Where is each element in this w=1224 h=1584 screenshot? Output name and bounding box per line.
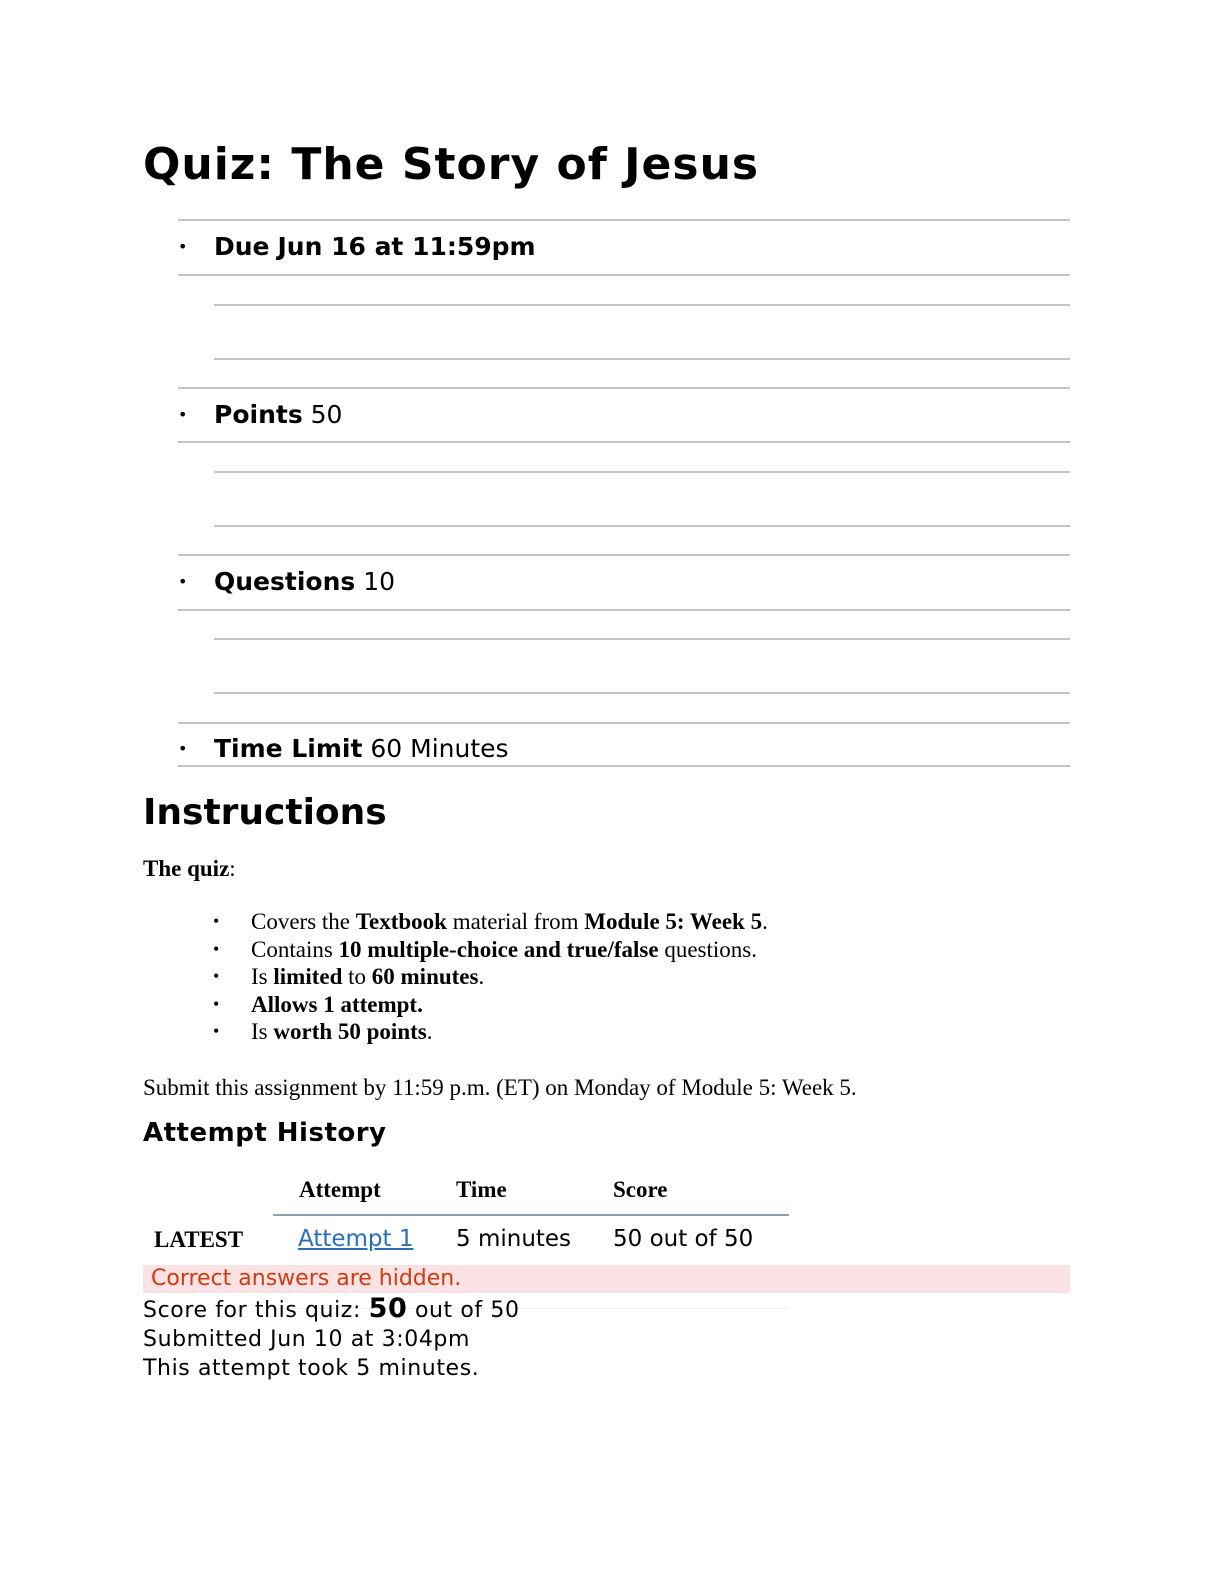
attempt-score: 50 out of 50	[613, 1226, 754, 1252]
attempt-time: 5 minutes	[456, 1226, 572, 1252]
detail-value: 60 Minutes	[370, 734, 509, 763]
divider	[178, 441, 1070, 443]
divider	[178, 765, 1070, 767]
latest-tag: LATEST	[154, 1227, 244, 1252]
divider	[178, 722, 1070, 724]
bullet-icon: •	[213, 938, 220, 959]
list-item: • Allows 1 attempt.	[213, 991, 423, 1017]
submitted-line: Submitted Jun 10 at 3:04pm	[143, 1327, 471, 1352]
duration-line: This attempt took 5 minutes.	[143, 1356, 480, 1381]
bullet-icon: •	[213, 966, 220, 987]
detail-questions	[178, 562, 1070, 602]
divider	[214, 638, 1070, 640]
detail-label: Time Limit	[214, 734, 363, 763]
page-title: Quiz: The Story of Jesus	[143, 139, 760, 190]
bullet-icon: •	[178, 572, 188, 591]
attempt-link[interactable]: Attempt 1	[298, 1226, 414, 1252]
list-item: • Is worth 50 points.	[213, 1019, 433, 1045]
divider	[178, 609, 1070, 611]
table-row	[143, 1216, 789, 1264]
list-item: • Covers the Textbook material from Module 5: Week 5.	[213, 909, 768, 934]
submit-note: Submit this assignment by 11:59 p.m. (ET) on Monday of Module 5: Week 5.	[143, 1075, 857, 1100]
bullet-icon: •	[178, 405, 188, 424]
quiz-result	[143, 1294, 520, 1383]
instructions-intro: The quiz:	[143, 856, 236, 881]
bullet-icon: •	[213, 911, 220, 931]
bullet-icon: •	[178, 237, 188, 256]
answers-hidden-notice: Correct answers are hidden.	[143, 1265, 1070, 1293]
divider	[214, 692, 1070, 694]
divider	[214, 525, 1070, 527]
column-header-time: Time	[456, 1177, 507, 1202]
instructions-list	[213, 908, 768, 1046]
list-item: • Contains 10 multiple-choice and true/false questions.	[213, 936, 757, 962]
divider	[214, 358, 1070, 360]
attempt-history-heading: Attempt History	[143, 1118, 387, 1148]
divider	[178, 219, 1070, 221]
divider	[214, 471, 1070, 473]
column-header-score: Score	[613, 1177, 668, 1202]
divider	[178, 274, 1070, 276]
score-line: Score for this quiz: 50 out of 50	[143, 1293, 520, 1324]
detail-label: Questions	[214, 567, 356, 596]
detail-value: 50	[310, 400, 343, 429]
list-item: • Is limited to 60 minutes.	[213, 964, 485, 990]
detail-due	[178, 227, 1070, 267]
bullet-icon: •	[213, 993, 220, 1014]
instructions-heading: Instructions	[143, 792, 387, 833]
bullet-icon: •	[178, 739, 188, 758]
detail-time-limit	[178, 729, 1070, 769]
divider	[178, 554, 1070, 556]
detail-label: Points	[214, 400, 303, 429]
divider	[214, 304, 1070, 306]
detail-points	[178, 395, 1070, 435]
score-value: 50	[368, 1293, 408, 1324]
detail-value: 10	[363, 567, 396, 596]
bullet-icon: •	[213, 1021, 220, 1042]
divider	[178, 387, 1070, 389]
detail-label: Due	[214, 232, 270, 261]
column-header-attempt: Attempt	[299, 1177, 381, 1202]
detail-value: Jun 16 at 11:59pm	[277, 232, 536, 261]
